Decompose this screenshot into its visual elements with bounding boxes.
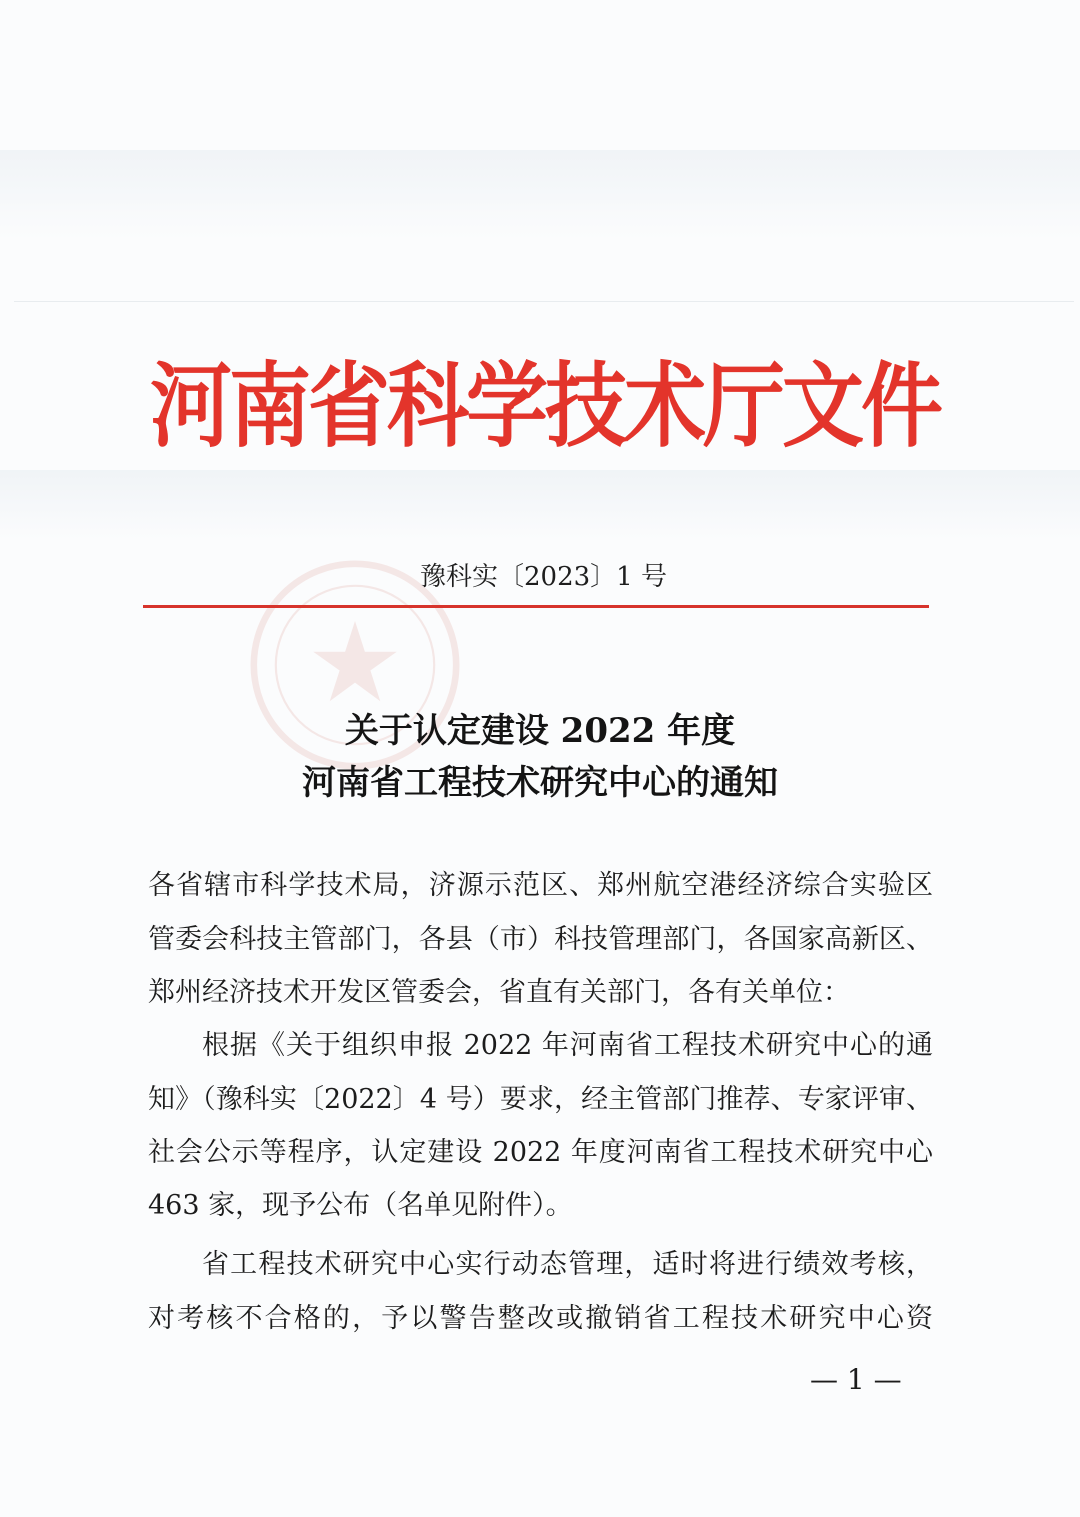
- scan-artifact-band: [0, 470, 1080, 540]
- recipients-line: 管委会科技主管部门，各县（市）科技管理部门，各国家高新区、: [148, 924, 933, 955]
- notice-title-line-1: 关于认定建设 2022 年度: [344, 711, 736, 751]
- document-masthead: 河南省科学技术厅文件: [150, 352, 941, 461]
- notice-title-line-2: 河南省工程技术研究中心的通知: [302, 763, 778, 803]
- scan-artifact-band: [0, 150, 1080, 240]
- scan-seam: [14, 301, 1074, 302]
- page-number: — 1 —: [810, 1363, 902, 1396]
- paragraph-line: 对考核不合格的，予以警告整改或撤销省工程技术研究中心资: [148, 1303, 933, 1334]
- document-number: 豫科实〔2023〕1 号: [420, 562, 667, 592]
- recipients-line: 郑州经济技术开发区管委会，省直有关部门，各有关单位：: [148, 977, 850, 1008]
- recipients-line: 各省辖市科学技术局，济源示范区、郑州航空港经济综合实验区: [148, 870, 933, 901]
- paragraph-line: 省工程技术研究中心实行动态管理，适时将进行绩效考核，: [202, 1249, 933, 1280]
- paragraph-line: 463 家，现予公布（名单见附件）。: [148, 1190, 573, 1221]
- paragraph-line: 社会公示等程序，认定建设 2022 年度河南省工程技术研究中心: [148, 1137, 933, 1168]
- paragraph-line: 知》（豫科实〔2022〕4 号）要求，经主管部门推荐、专家评审、: [148, 1084, 933, 1115]
- paragraph-line: 根据《关于组织申报 2022 年河南省工程技术研究中心的通: [202, 1030, 933, 1061]
- red-separator-rule: [143, 605, 929, 608]
